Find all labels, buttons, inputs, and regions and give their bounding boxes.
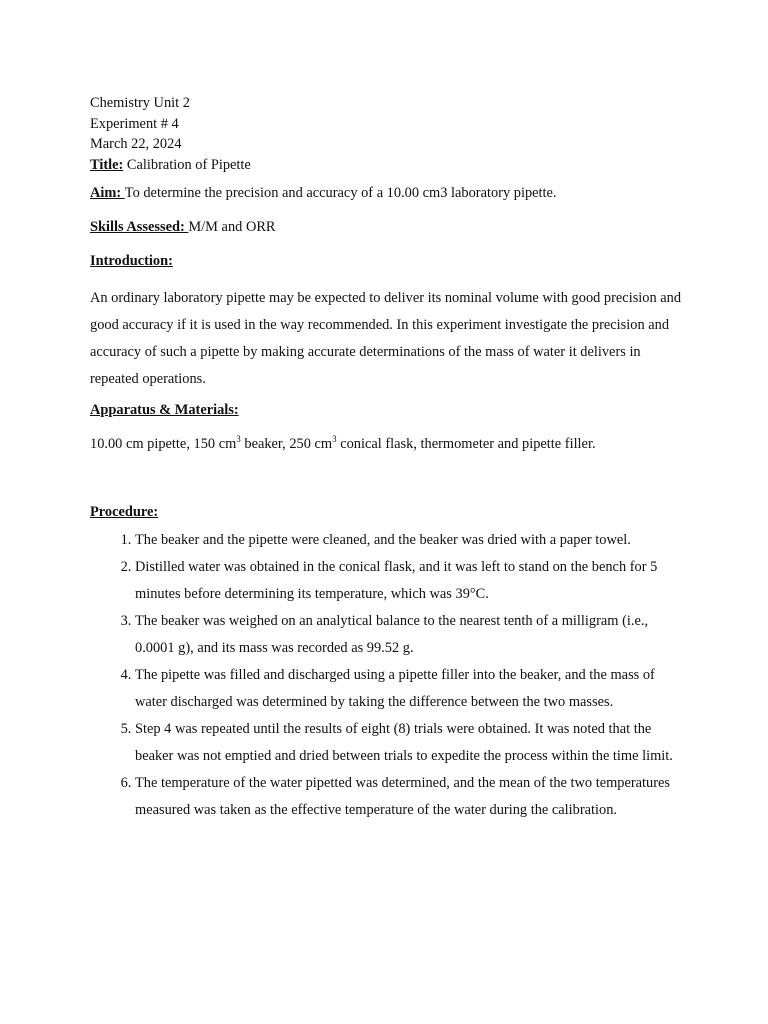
procedure-step: 4. The pipette was filled and discharged using a pipette filler into the beaker, and the mass of water discharged was determined by taking the difference between the two masses. <box>135 662 690 716</box>
apparatus-sup-1: 3 <box>236 434 241 444</box>
procedure-heading: Procedure: <box>90 504 159 520</box>
apparatus-part-2: beaker, 250 cm <box>240 436 333 452</box>
introduction-heading: Introduction: <box>90 253 173 269</box>
apparatus-body <box>90 434 690 454</box>
procedure-step: 2. Distilled water was obtained in the conical flask, and it was left to stand on the bench for 5 minutes before determining its temperature, which was 39°C. <box>135 554 690 608</box>
date-line: March 22, 2024 <box>90 136 182 152</box>
apparatus-heading: Apparatus & Materials: <box>90 402 239 418</box>
introduction-body: An ordinary laboratory pipette may be expected to deliver its nominal volume with good precision and good accuracy if it is used in the way recommended. In this experiment investigate the precision and accuracy of such a pipette by making accurate determinations of the mass of water it delivers in repeated operations. <box>90 290 682 387</box>
aim-label: Aim: <box>90 185 125 201</box>
procedure-step: 3. The beaker was weighed on an analytical balance to the nearest tenth of a milligram (i.e., 0.0001 g), and its mass was recorded as 99.52 g. <box>135 608 690 662</box>
experiment-line: Experiment # 4 <box>90 115 179 132</box>
aim-text: To determine the precision and accuracy of a 10.00 cm3 laboratory pipette. <box>124 185 557 201</box>
title-line <box>90 155 690 176</box>
procedure-list <box>90 527 690 824</box>
procedure-step: 1. The beaker and the pipette were cleaned, and the beaker was dried with a paper towel. <box>135 527 690 554</box>
apparatus-sup-2: 3 <box>332 434 337 444</box>
procedure-step: 5. Step 4 was repeated until the results of eight (8) trials were obtained. It was noted that the beaker was not emptied and dried between trials to expedite the process within the time limit. <box>135 716 690 770</box>
course-line: Chemistry Unit 2 <box>90 95 190 111</box>
apparatus-part-1: 10.00 cm pipette, 150 cm <box>90 436 237 452</box>
title-text: Calibration of Pipette <box>123 156 251 173</box>
skills-paragraph <box>90 217 690 237</box>
procedure-step: 6. The temperature of the water pipetted was determined, and the mean of the two temperatures measured was taken as the effective temperature of the water during the calibration. <box>135 770 690 824</box>
skills-label: Skills Assessed: <box>90 219 189 235</box>
document-page <box>90 93 690 824</box>
skills-text: M/M and ORR <box>188 219 276 235</box>
apparatus-part-3: conical flask, thermometer and pipette filler. <box>336 436 596 452</box>
title-label: Title: <box>90 156 124 173</box>
aim-paragraph <box>90 183 690 203</box>
